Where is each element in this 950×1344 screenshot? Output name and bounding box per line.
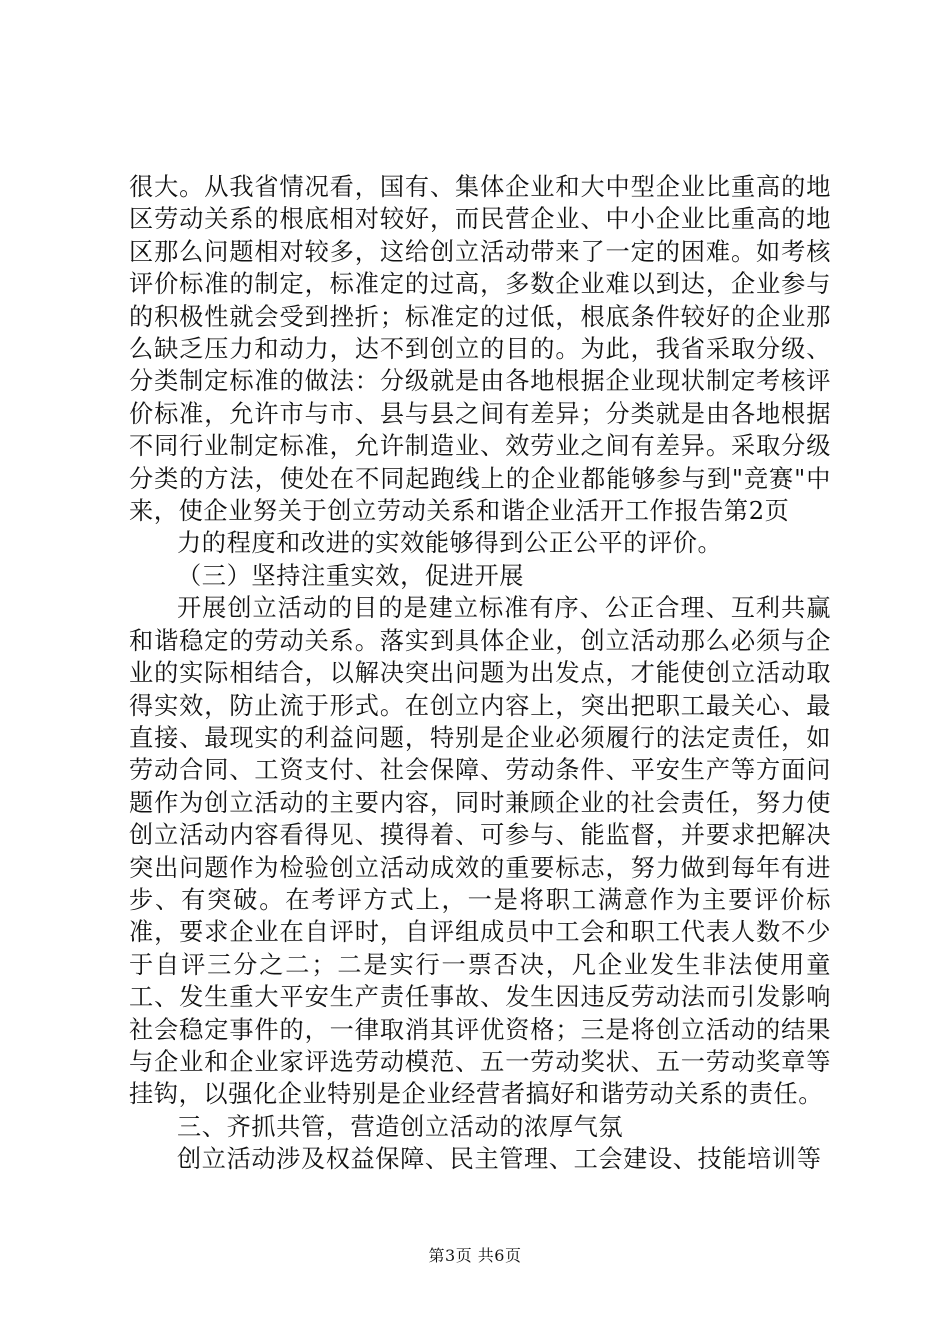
page-footer: 第3页 共6页 bbox=[428, 1246, 522, 1265]
paragraph-cooperation: 创立活动涉及权益保障、民主管理、工会建设、技能培训等 bbox=[177, 1145, 822, 1174]
document-body bbox=[129, 171, 831, 1176]
paragraph-continuation: 很大。从我省情况看，国有、集体企业和大中型企业比重高的地区劳动关系的根底相对较好，而民营企业、中小企业比重高的地区那么问题相对较多，这给创立活动带来了一定的困难。如考核评价标准的制定，标准定的过高，多数企业难以到达，企业参与的积极性就会受到挫折；标准定的过低，根底条件较好的企业那么缺乏压力和动力，达不到创立的目的。为此，我省采取分级、分类制定标准的做法：分级就是由各地根据企业现状制定考核评价标准，允许市与市、县与县之间有差异；分类就是由各地根据不同行业制定标准，允许制造业、效劳业之间有差异。采取分级分类的方法，使处在不同起跑线上的企业都能够参与到"竞赛"中来，使企业努关于创立劳动关系和谐企业活开工作报告第2页 bbox=[129, 173, 831, 526]
section-heading-cooperation: 三、齐抓共管，营造创立活动的浓厚气氛 bbox=[177, 1112, 624, 1141]
paragraph-effectiveness: 开展创立活动的目的是建立标准有序、公正合理、互利共赢和谐稳定的劳动关系。落实到具体企业，创立活动那么必须与企业的实际相结合，以解决突出问题为出发点，才能使创立活动取得实效，防止流于形式。在创立内容上，突出把职工最关心、最直接、最现实的利益问题，特别是企业必须履行的法定责任，如劳动合同、工资支付、社会保障、劳动条件、平安生产等方面问题作为创立活动的主要内容，同时兼顾企业的社会责任，努力使创立活动内容看得见、摸得着、可参与、能监督，并要求把解决突出问题作为检验创立活动成效的重要标志，努力做到每年有进步、有突破。在考评方式上，一是将职工满意作为主要评价标准，要求企业在自评时，自评组成员中工会和职工代表人数不少于自评三分之二；二是实行一票否决，凡企业发生非法使用童工、发生重大平安生产责任事故、发生因违反劳动法而引发影响社会稳定事件的，一律取消其评优资格；三是将创立活动的结果与企业和企业家评选劳动模范、五一劳动奖状、五一劳动奖章等挂钩，以强化企业特别是企业经营者搞好和谐劳动关系的责任。 bbox=[129, 594, 831, 1109]
section-heading-effectiveness: （三）坚持注重实效，促进开展 bbox=[177, 561, 525, 590]
paragraph-evaluation: 力的程度和改进的实效能够得到公正公平的评价。 bbox=[177, 529, 723, 558]
